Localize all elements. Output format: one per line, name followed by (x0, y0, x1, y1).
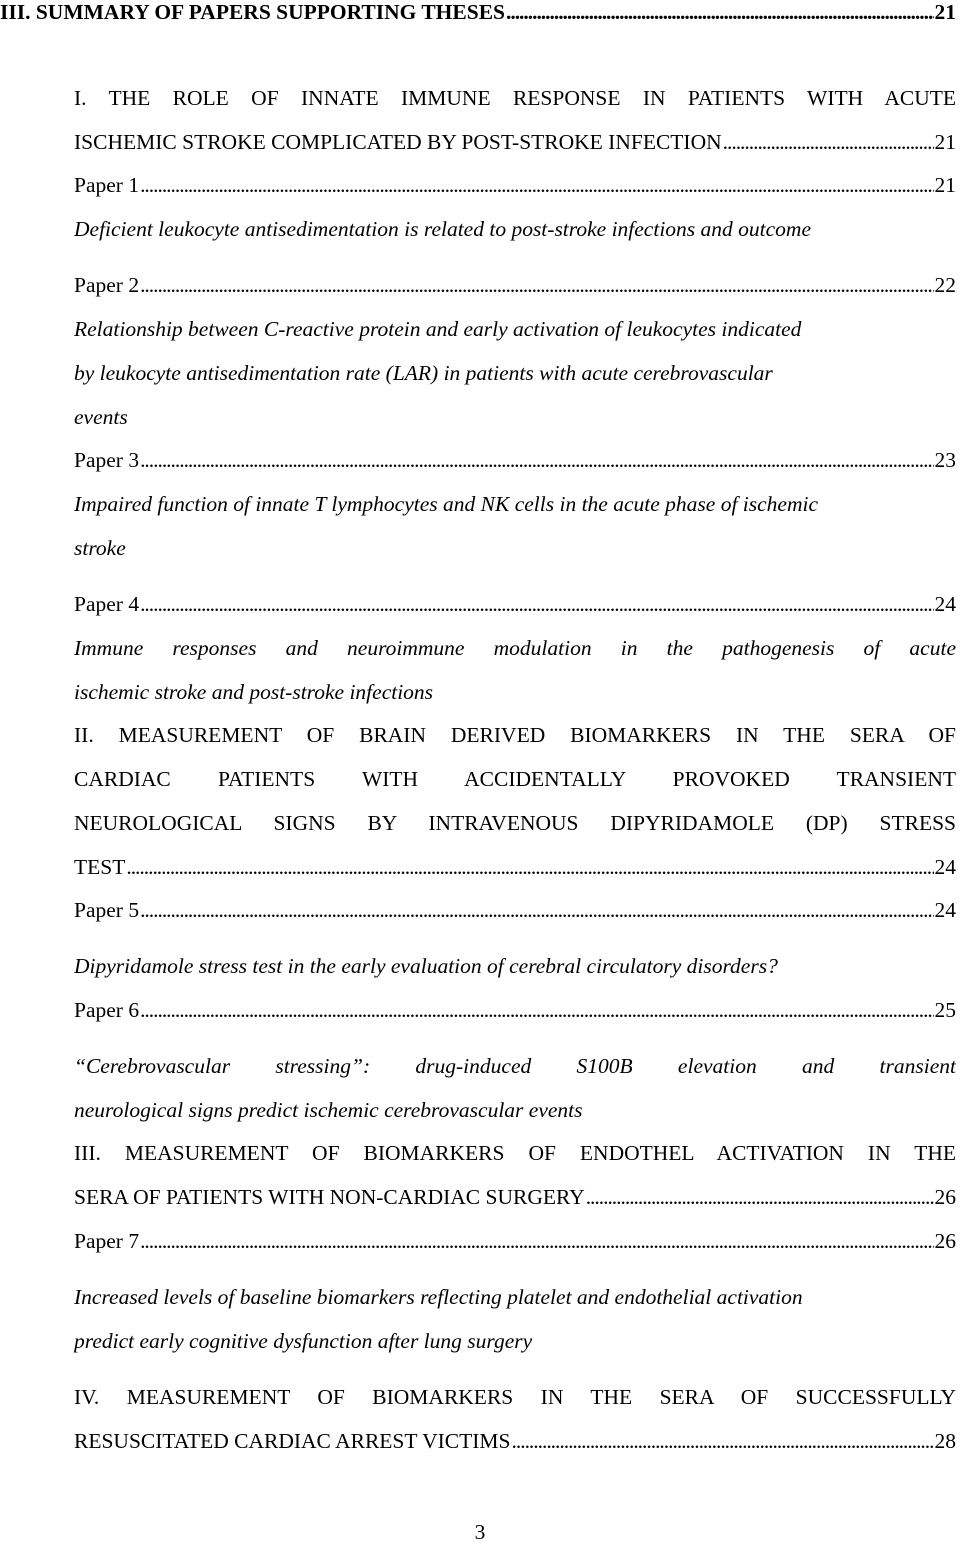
toc-paper-label: Paper 6 (74, 998, 140, 1022)
toc-paper3-title-line2: stroke (74, 536, 126, 560)
toc-paper6-title-line2: neurological signs predict ischemic cerebrovascular events (74, 1098, 583, 1122)
toc-leader-dots (512, 1427, 934, 1455)
toc-page-number: 21 (934, 0, 956, 24)
toc-entry-paper6[interactable] (74, 996, 956, 1024)
toc-paper1-title: Deficient leukocyte antisedimentation is related to post-stroke infections and outcome (74, 217, 811, 241)
toc-paper7-title-line1: Increased levels of baseline biomarkers reflecting platelet and endothelial activation (74, 1285, 803, 1309)
toc-entry-section4[interactable] (74, 1427, 956, 1455)
toc-paper5-title: Dipyridamole stress test in the early evaluation of cerebral circulatory disorders? (74, 954, 778, 978)
toc-page-number: 21 (934, 173, 956, 197)
toc-leader-dots (140, 1227, 933, 1255)
toc-paper2-title-line3: events (74, 405, 128, 429)
toc-summary-title: III. SUMMARY OF PAPERS SUPPORTING THESES (0, 0, 505, 24)
toc-leader-dots (140, 590, 933, 618)
toc-leader-dots (140, 996, 933, 1024)
toc-section4-line1[interactable]: IV. MEASUREMENT OF BIOMARKERS IN THE SERA OF SUCCESSFULLY (74, 1385, 956, 1409)
toc-page-number: 21 (934, 130, 956, 154)
toc-paper3-title-line1: Impaired function of innate T lymphocytes and NK cells in the acute phase of ischemic (74, 492, 819, 516)
toc-leader-dots (586, 1183, 934, 1211)
toc-page-number: 26 (934, 1185, 956, 1209)
toc-paper-label: Paper 1 (74, 173, 140, 197)
toc-page-number: 28 (934, 1429, 956, 1453)
toc-entry-paper4[interactable] (74, 590, 956, 618)
toc-section1-line1[interactable]: I. THE ROLE OF INNATE IMMUNE RESPONSE IN PATIENTS WITH ACUTE (74, 86, 956, 110)
toc-paper2-title-line1: Relationship between C-reactive protein and early activation of leukocytes indicated (74, 317, 802, 341)
toc-section4-line2: RESUSCITATED CARDIAC ARREST VICTIMS (74, 1429, 511, 1453)
toc-paper-label: Paper 2 (74, 273, 140, 297)
toc-section3-line1[interactable]: III. MEASUREMENT OF BIOMARKERS OF ENDOTHEL ACTIVATION IN THE (74, 1141, 956, 1165)
toc-page-number: 25 (934, 998, 956, 1022)
toc-page-number: 26 (934, 1229, 956, 1253)
toc-section2-last: TEST (74, 855, 126, 879)
toc-leader-dots (140, 896, 933, 924)
toc-paper4-title-line1: Immune responses and neuroimmune modulation in the pathogenesis of acute (74, 636, 956, 660)
toc-leader-dots (506, 0, 934, 26)
toc-paper-label: Paper 4 (74, 592, 140, 616)
toc-section1-line2: ISCHEMIC STROKE COMPLICATED BY POST-STROKE INFECTION (74, 130, 722, 154)
toc-paper-label: Paper 3 (74, 448, 140, 472)
toc-entry-paper1[interactable] (74, 171, 956, 199)
toc-entry-paper5[interactable] (74, 896, 956, 924)
toc-leader-dots (140, 171, 933, 199)
toc-paper-label: Paper 5 (74, 898, 140, 922)
toc-paper6-title-line1: “Cerebrovascular stressing”: drug-induced S100B elevation and transient (74, 1054, 956, 1078)
toc-page-number: 22 (934, 273, 956, 297)
toc-leader-dots (126, 853, 933, 881)
toc-page-number: 24 (934, 592, 956, 616)
toc-entry-section3[interactable] (74, 1183, 956, 1211)
toc-entry-paper3[interactable] (74, 446, 956, 474)
toc-page-number: 24 (934, 855, 956, 879)
toc-section2-line2[interactable]: CARDIAC PATIENTS WITH ACCIDENTALLY PROVOKED TRANSIENT (74, 767, 956, 791)
toc-leader-dots (140, 271, 933, 299)
toc-paper4-title-line2: ischemic stroke and post-stroke infections (74, 680, 434, 704)
toc-leader-dots (723, 128, 934, 156)
toc-entry-paper2[interactable] (74, 271, 956, 299)
toc-paper7-title-line2: predict early cognitive dysfunction after lung surgery (74, 1329, 533, 1353)
toc-section2-line3[interactable]: NEUROLOGICAL SIGNS BY INTRAVENOUS DIPYRIDAMOLE (DP) STRESS (74, 811, 956, 835)
toc-entry-summary[interactable] (0, 0, 956, 26)
toc-section2-line1[interactable]: II. MEASUREMENT OF BRAIN DERIVED BIOMARKERS IN THE SERA OF (74, 723, 956, 747)
toc-paper2-title-line2: by leukocyte antisedimentation rate (LAR) in patients with acute cerebrovascular (74, 361, 773, 385)
toc-leader-dots (140, 446, 933, 474)
toc-entry-paper7[interactable] (74, 1227, 956, 1255)
page-number: 3 (474, 1520, 486, 1544)
toc-section3-line2: SERA OF PATIENTS WITH NON-CARDIAC SURGERY (74, 1185, 585, 1209)
toc-page-number: 23 (934, 448, 956, 472)
toc-page-number: 24 (934, 898, 956, 922)
toc-entry-section1[interactable] (74, 128, 956, 156)
toc-paper-label: Paper 7 (74, 1229, 140, 1253)
toc-entry-section2[interactable] (74, 853, 956, 881)
